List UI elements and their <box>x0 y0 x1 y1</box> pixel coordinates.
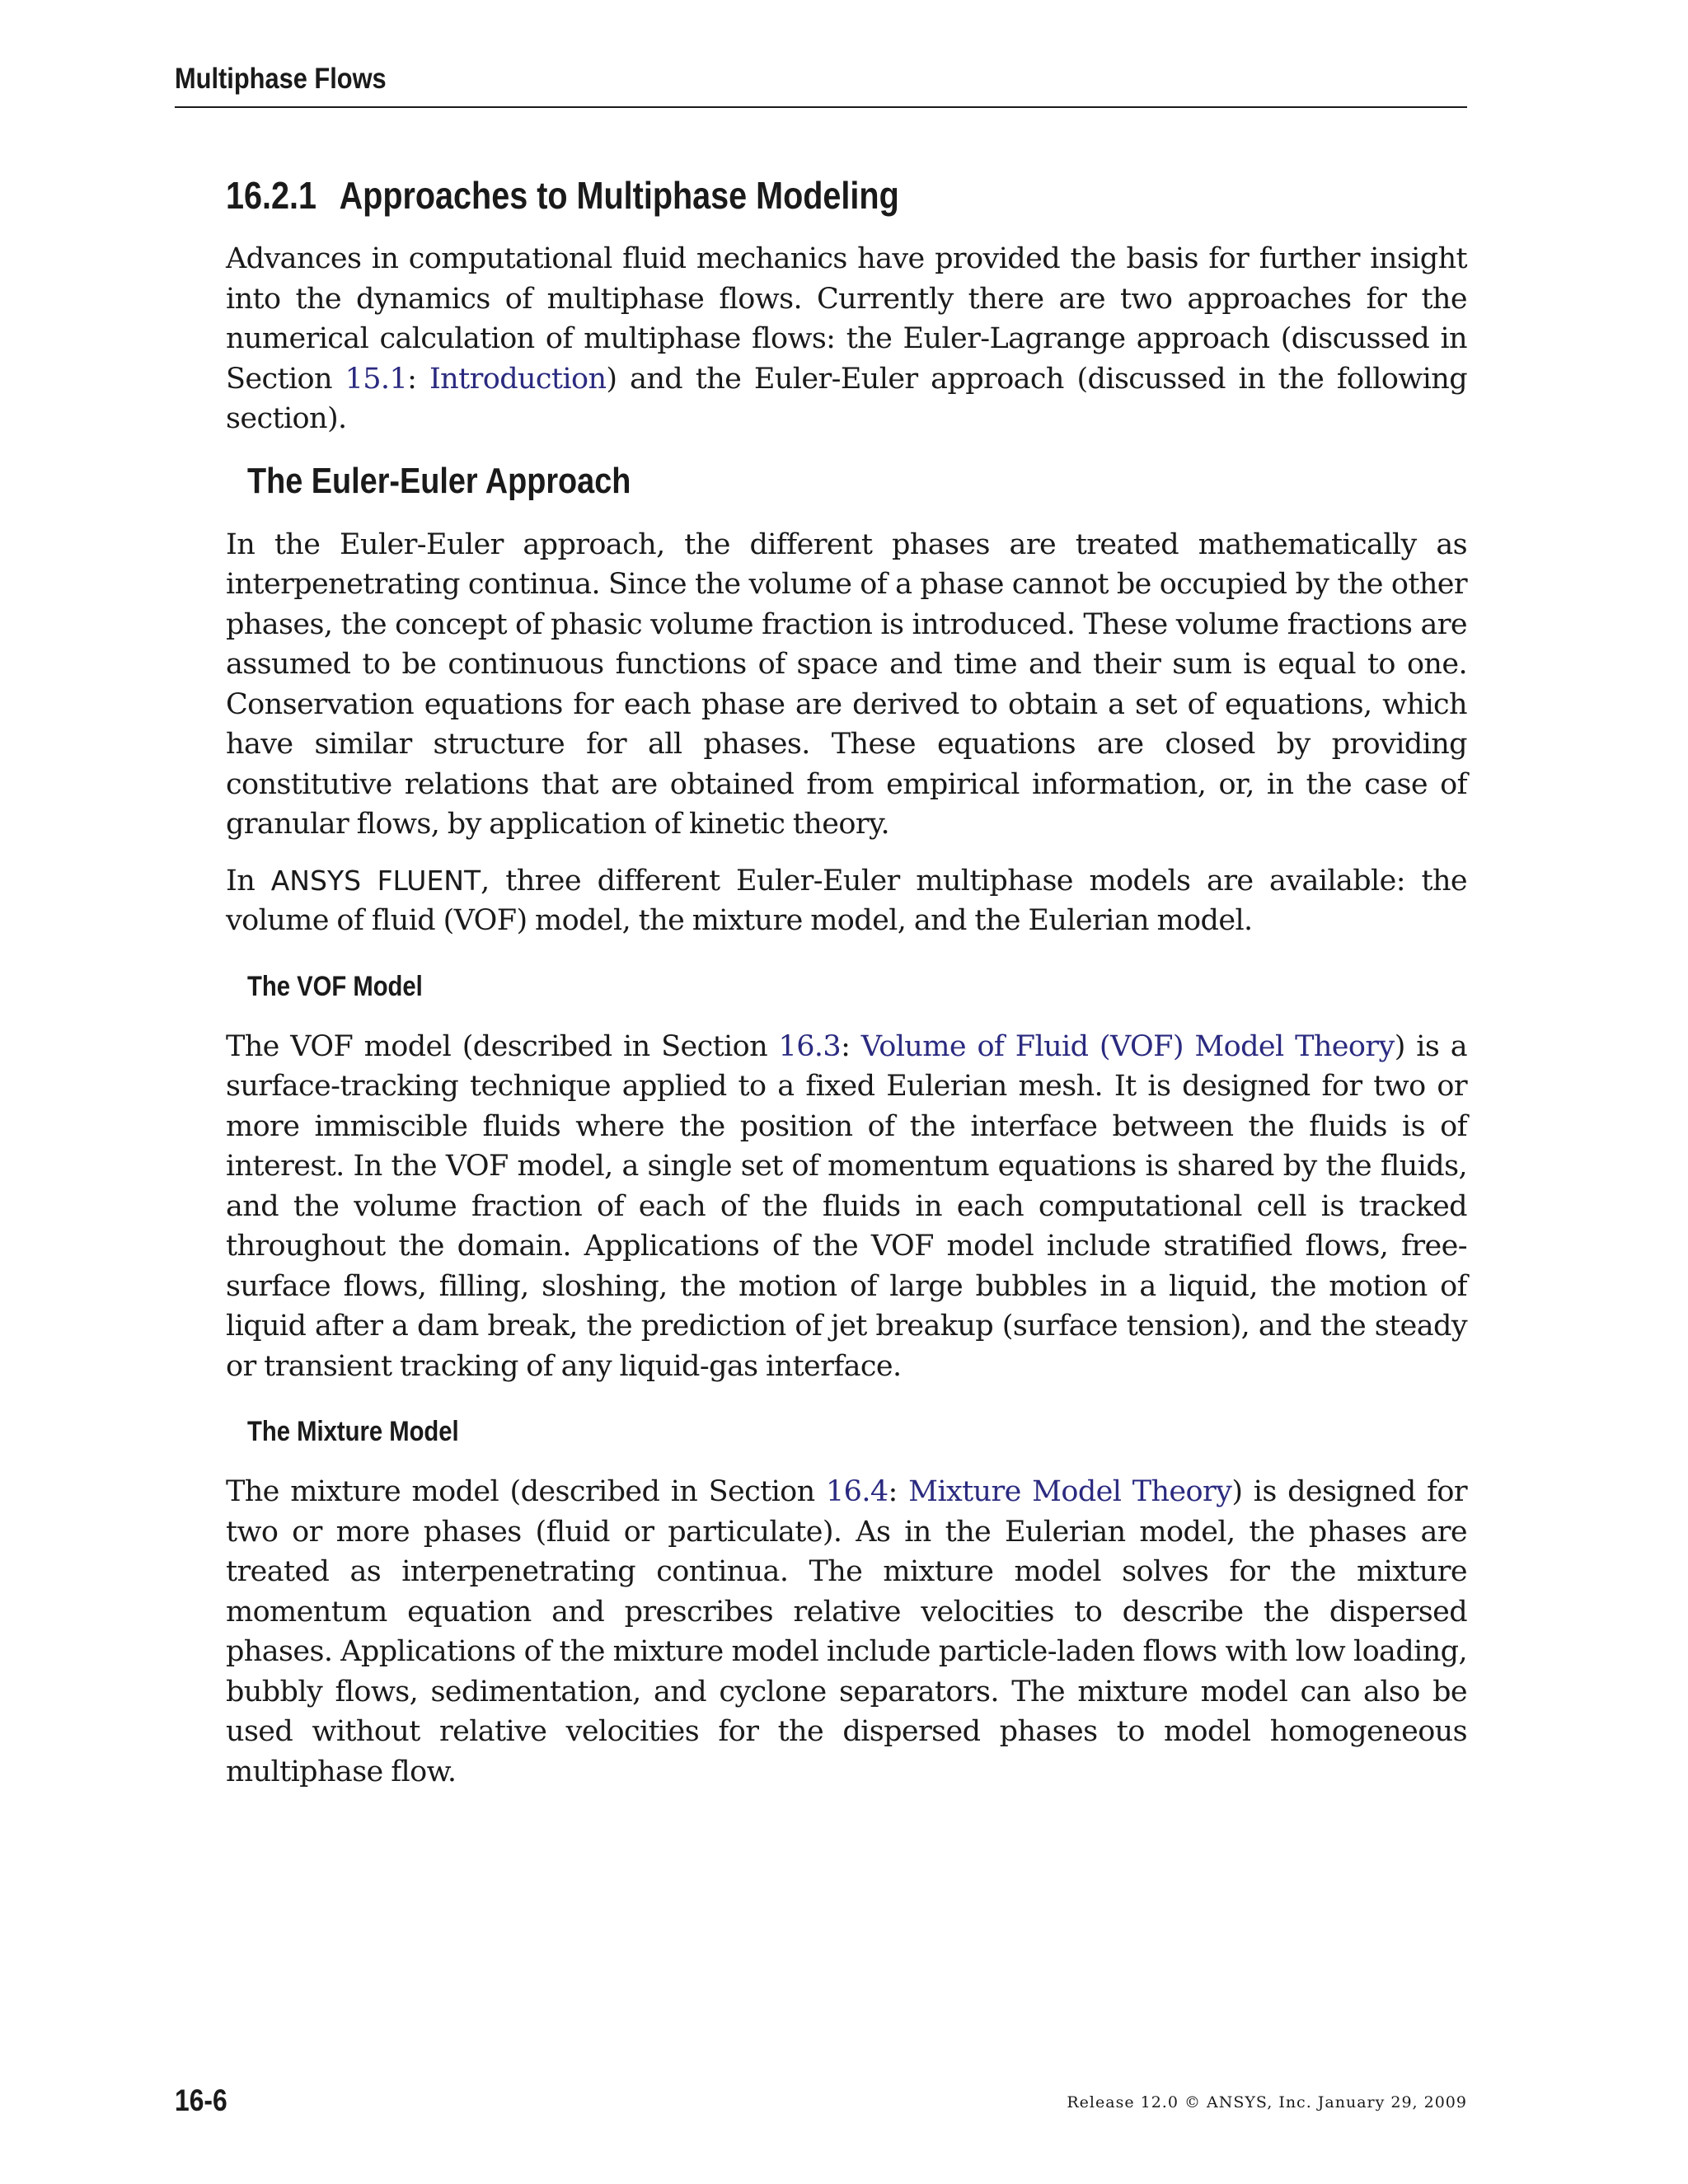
euler-p2-pre: In <box>226 864 271 898</box>
intro-text-2: ) and the Euler-Euler approach (discussed in the following section). <box>226 362 1467 435</box>
page-content <box>226 173 1467 1808</box>
running-header-title: Multiphase Flows <box>175 63 387 95</box>
mixture-heading: The Mixture Model <box>247 1416 459 1447</box>
release-info: Release 12.0 © ANSYS, Inc. January 29, 2009 <box>1067 2093 1467 2111</box>
mixture-text-1: The mixture model (described in Section <box>226 1475 826 1508</box>
vof-paragraph <box>226 1027 1467 1387</box>
euler-paragraph-1: In the Euler-Euler approach, the different phases are treated mathematically as interpenetrating continua. Since the volume of a phase cannot be occupied by the other phases, the concept of phasic volume fraction is introduced. These volume fractions are assumed to be continuous functions of space and time and their sum is equal to one. Conservation equations for each phase are derived to obtain a set of equations, which have similar structure for all phases. These equations are closed by providing constitutive relations that are obtained from empirical information, or, in the case of granular flows, by application of kinetic theory. <box>226 527 1467 841</box>
vof-sep: : <box>841 1029 861 1063</box>
link-section-16-3-number[interactable]: 16.3 <box>778 1029 842 1063</box>
link-introduction[interactable]: Introduction <box>429 362 607 396</box>
link-mixture-model-theory[interactable]: Mixture Model Theory <box>908 1475 1232 1508</box>
page-number: 16-6 <box>175 2083 227 2117</box>
vof-text-1: The VOF model (described in Section <box>226 1029 779 1063</box>
euler-p2-post: , three different Euler-Euler multiphase models are available: the volume of fluid (VOF) model, the mixture model, and the Eulerian model. <box>226 864 1467 937</box>
product-name: ANSYS FLUENT <box>270 864 481 897</box>
mixture-sep: : <box>888 1475 909 1508</box>
intro-sep: : <box>407 362 429 396</box>
section-title: Approaches to Multiphase Modeling <box>339 174 899 217</box>
section-heading <box>226 173 1293 221</box>
euler-euler-heading: The Euler-Euler Approach <box>247 460 631 501</box>
vof-heading: The VOF Model <box>247 970 423 1002</box>
link-section-16-4-number[interactable]: 16.4 <box>825 1475 889 1508</box>
euler-paragraph-2 <box>226 861 1467 941</box>
section-number: 16.2.1 <box>226 174 316 217</box>
header-rule <box>175 106 1467 108</box>
mixture-paragraph <box>226 1472 1467 1792</box>
vof-text-2: ) is a surface-tracking technique applied to a fixed Eulerian mesh. It is designed for two or more immiscible fluids where the position of the interface between the fluids is of interest. In the VOF model, a single set of momentum equations is shared by the fluids, and the volume fraction of each of the fluids in each computational cell is tracked throughout the domain. Applications of the VOF model include stratified flows, free-surface flows, filling, sloshing, the motion of large bubbles in a liquid, the motion of liquid after a dam break, the prediction of jet breakup (surface tension), and the steady or transient tracking of any liquid-gas interface. <box>226 1029 1467 1383</box>
intro-paragraph <box>226 239 1467 439</box>
link-section-15-1-number[interactable]: 15.1 <box>345 362 408 396</box>
link-vof-model-theory[interactable]: Volume of Fluid (VOF) Model Theory <box>860 1029 1395 1063</box>
mixture-text-2: ) is designed for two or more phases (fluid or particulate). As in the Eulerian model, the phases are treated as interpenetrating continua. The mixture model solves for the mixture momentum equation and prescribes relative velocities to describe the dispersed phases. Applications of the mixture model include particle-laden flows with low loading, bubbly flows, sedimentation, and cyclone separators. The mixture model can also be used without relative velocities for the dispersed phases to model homogeneous multiphase flow. <box>226 1475 1467 1788</box>
intro-text-1: Advances in computational fluid mechanics have provided the basis for further insight into the dynamics of multiphase flows. Currently there are two approaches for the numerical calculation of multiphase flows: the Euler-Lagrange approach (discussed in Section <box>226 242 1467 396</box>
